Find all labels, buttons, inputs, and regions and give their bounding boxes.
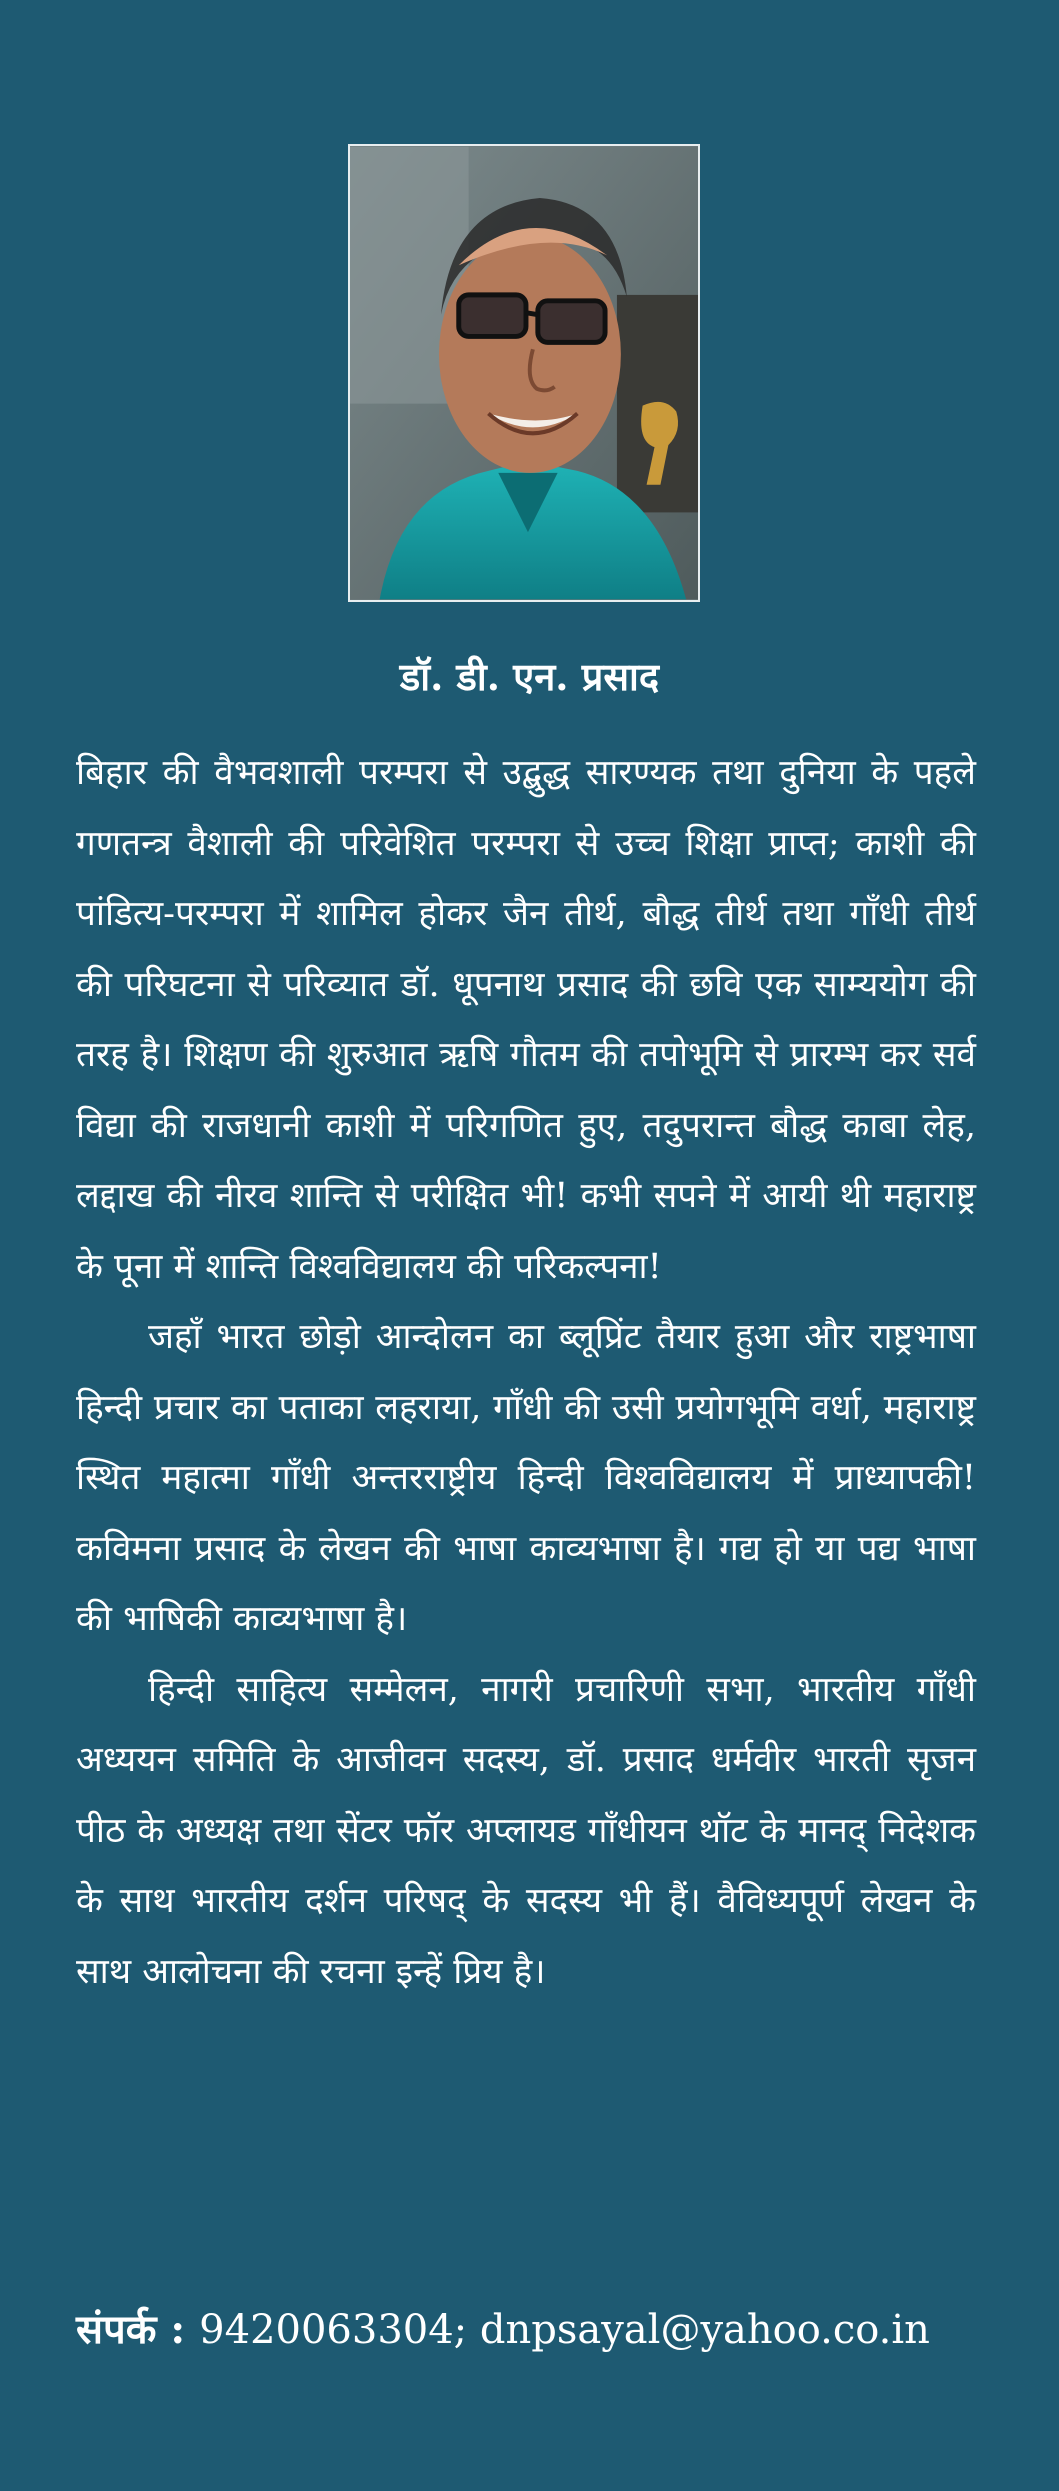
author-name: डॉ. डी. एन. प्रसाद [399,654,660,699]
contact-label: संपर्क : [76,2306,186,2353]
author-bio [76,738,976,2007]
bio-paragraph-3: हिन्दी साहित्य सम्मेलन, नागरी प्रचारिणी सभा, भारतीय गाँधी अध्ययन समिति के आजीवन सदस्य, डॉ. प्रसाद धर्मवीर भारती सृजन पीठ के अध्यक्ष तथा सेंटर फॉर अप्लायड गाँधीयन थॉट के मानद् निदेशक के साथ भारतीय दर्शन परिषद् के सदस्य भी हैं। वैविध्यपूर्ण लेखन के साथ आलोचना की रचना इन्हें प्रिय है। [76,1669,976,1992]
author-photo [348,144,700,602]
contact-details: 9420063304; dnpsayal@yahoo.co.in [199,2307,930,2353]
author-portrait-image [350,146,698,600]
bio-paragraph-1: बिहार की वैभवशाली परम्परा से उद्बुद्ध सारण्यक तथा दुनिया के पहले गणतन्त्र वैशाली की परिवेशित परम्परा से उच्च शिक्षा प्राप्त; काशी की पांडित्य-परम्परा में शामिल होकर जैन तीर्थ, बौद्ध तीर्थ तथा गाँधी तीर्थ की परिघटना से परिव्यात डॉ. धूपनाथ प्रसाद की छवि एक साम्ययोग की तरह है। शिक्षण की शुरुआत ऋषि गौतम की तपोभूमि से प्रारम्भ कर सर्व विद्या की राजधानी काशी में परिगणित हुए, तदुपरान्त बौद्ध काबा लेह, लद्दाख की नीरव शान्ति से परीक्षित भी! कभी सपने में आयी थी महाराष्ट्र के पूना में शान्ति विश्वविद्यालय की परिकल्पना! [76,753,976,1287]
bio-paragraph-2: जहाँ भारत छोड़ो आन्दोलन का ब्लूप्रिंट तैयार हुआ और राष्ट्रभाषा हिन्दी प्रचार का पताका लहराया, गाँधी की उसी प्रयोगभूमि वर्धा, महाराष्ट्र स्थित महात्मा गाँधी अन्तरराष्ट्रीय हिन्दी विश्वविद्यालय में प्राध्यापकी! कविमना प्रसाद के लेखन की भाषा काव्यभाषा है। गद्य हो या पद्य भाषा की भाषिकी काव्यभाषा है। [76,1317,976,1639]
contact-line [76,2300,930,2360]
